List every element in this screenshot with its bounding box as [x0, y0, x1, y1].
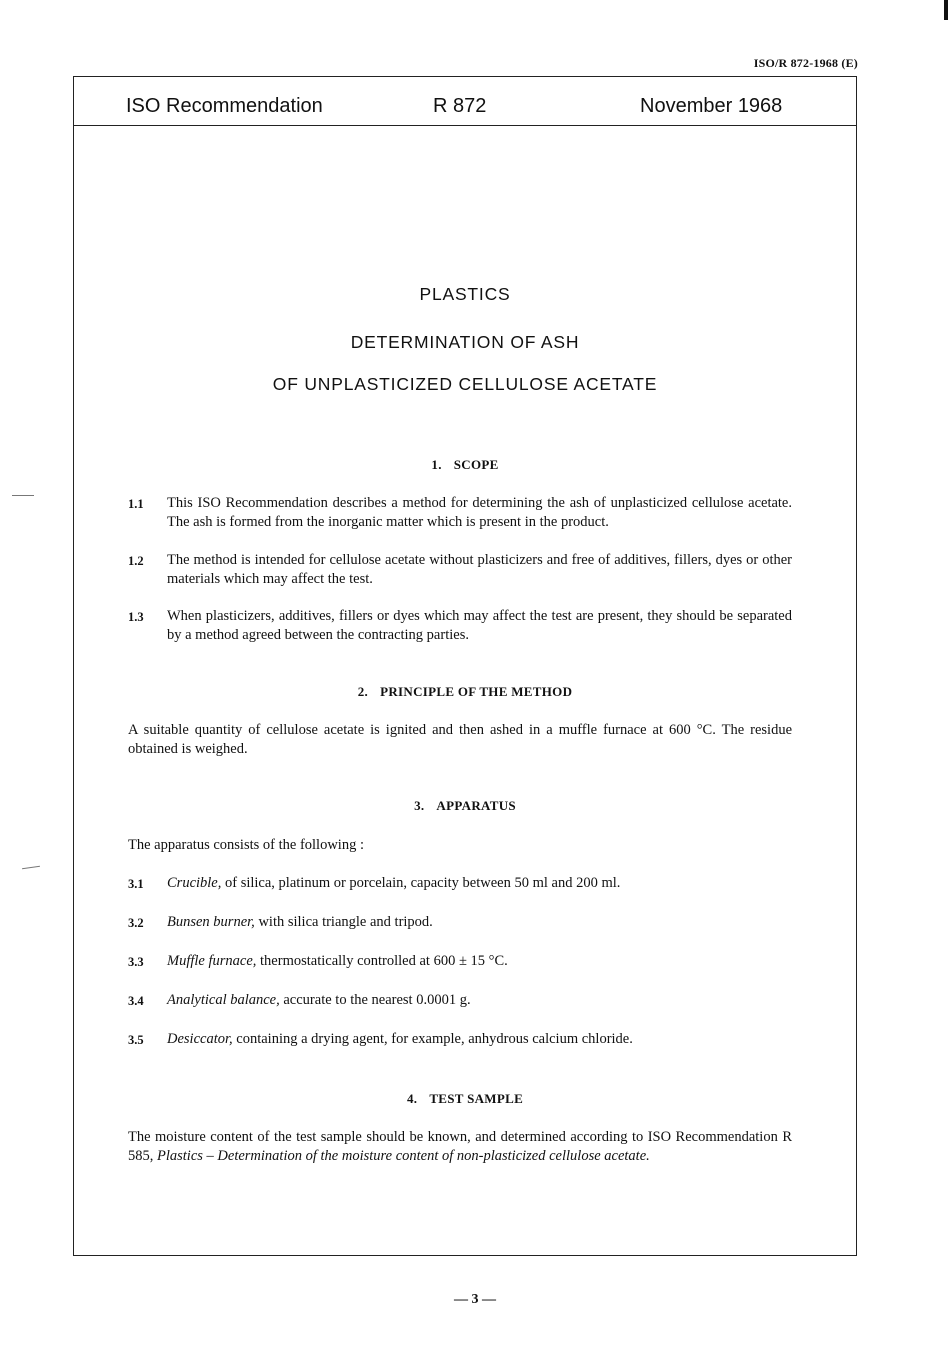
- clause-body: containing a drying agent, for example, anhydrous calcium chloride.: [232, 1031, 633, 1047]
- header-publisher: ISO Recommendation: [126, 95, 323, 117]
- clause-text: When plasticizers, additives, fillers or dyes which may affect the test are present, they should be separated by a method agreed between the contracting parties.: [167, 608, 792, 643]
- title-line-3: OF UNPLASTICIZED CELLULOSE ACETATE: [272, 374, 658, 394]
- page-number: — 3 —: [454, 1292, 496, 1307]
- section-title: SCOPE: [453, 457, 499, 472]
- title-line-1: PLASTICS: [419, 284, 511, 304]
- section-title: APPARATUS: [436, 798, 516, 813]
- clause-text: [167, 1030, 792, 1049]
- section-number: 3.: [414, 798, 425, 813]
- clause-3-4: [128, 991, 792, 1010]
- clause-term: Desiccator,: [167, 1031, 233, 1047]
- clause-1-1: [128, 494, 792, 531]
- section-number: 2.: [357, 684, 369, 699]
- section-4-text-body: The moisture content of the test sample should be known, and determined according to ISO Recommendation R 585,: [128, 1129, 792, 1164]
- section-2-text: A suitable quantity of cellulose acetate is ignited and then ashed in a muffle furnace at 600 °C. The residue obtained is weighed.: [128, 722, 792, 757]
- section-3-heading: [74, 798, 856, 814]
- section-4-text: [128, 1128, 792, 1165]
- clause-number: 3.2: [128, 916, 144, 930]
- title-line-2: DETERMINATION OF ASH: [350, 332, 580, 352]
- clause-1-3: [128, 607, 792, 644]
- clause-text: The method is intended for cellulose acetate without plasticizers and free of additives, fillers, dyes or other materials which may affect the test.: [167, 552, 792, 587]
- clause-number: 1.1: [128, 497, 144, 511]
- clause-3-3: [128, 952, 792, 971]
- clause-text: [167, 991, 792, 1010]
- header-number: R 872: [433, 95, 487, 117]
- clause-body: of silica, platinum or porcelain, capacity between 50 ml and 200 ml.: [221, 875, 621, 891]
- section-4-text-citation: Plastics – Determination of the moisture content of non-plasticized cellulose acetate.: [157, 1147, 650, 1164]
- header-date: November 1968: [640, 95, 783, 117]
- clause-number: 3.1: [128, 877, 144, 891]
- section-4-heading: [74, 1091, 856, 1107]
- clause-number: 3.3: [128, 955, 144, 969]
- section-number: 4.: [406, 1091, 418, 1106]
- clause-text: [167, 913, 792, 932]
- clause-term: Crucible,: [167, 875, 222, 891]
- clause-3-2: [128, 913, 792, 932]
- section-title: PRINCIPLE OF THE METHOD: [380, 684, 573, 699]
- clause-1-2: [128, 551, 792, 588]
- section-1-heading: [74, 457, 856, 473]
- document-reference: ISO/R 872-1968 (E): [753, 56, 858, 70]
- section-title: TEST SAMPLE: [429, 1091, 524, 1106]
- header-divider: [74, 125, 856, 126]
- section-2-heading: [74, 684, 856, 700]
- section-3-intro: The apparatus consists of the following :: [128, 837, 364, 853]
- clause-number: 1.3: [128, 610, 144, 624]
- clause-3-1: [128, 874, 792, 893]
- section-number: 1.: [431, 457, 442, 472]
- clause-body: accurate to the nearest 0.0001 g.: [279, 992, 471, 1008]
- clause-text: [167, 952, 792, 971]
- scan-margin-mark: [12, 495, 34, 496]
- clause-body: thermostatically controlled at 600 ± 15 °C.: [256, 953, 508, 969]
- clause-body: with silica triangle and tripod.: [254, 914, 433, 930]
- clause-3-5: [128, 1030, 792, 1049]
- clause-text: [167, 874, 792, 893]
- clause-number: 1.2: [128, 554, 144, 568]
- clause-term: Bunsen burner,: [167, 914, 255, 930]
- scan-margin-mark: [22, 866, 40, 869]
- clause-number: 3.4: [128, 994, 144, 1008]
- scan-edge-mark: [944, 0, 948, 20]
- clause-term: Muffle furnace,: [167, 953, 257, 969]
- page-frame: [73, 76, 857, 1256]
- clause-term: Analytical balance,: [167, 992, 280, 1008]
- clause-text: This ISO Recommendation describes a method for determining the ash of unplasticized cellulose acetate. The ash is formed from the inorganic matter which is present in the product.: [167, 495, 792, 530]
- clause-number: 3.5: [128, 1033, 144, 1047]
